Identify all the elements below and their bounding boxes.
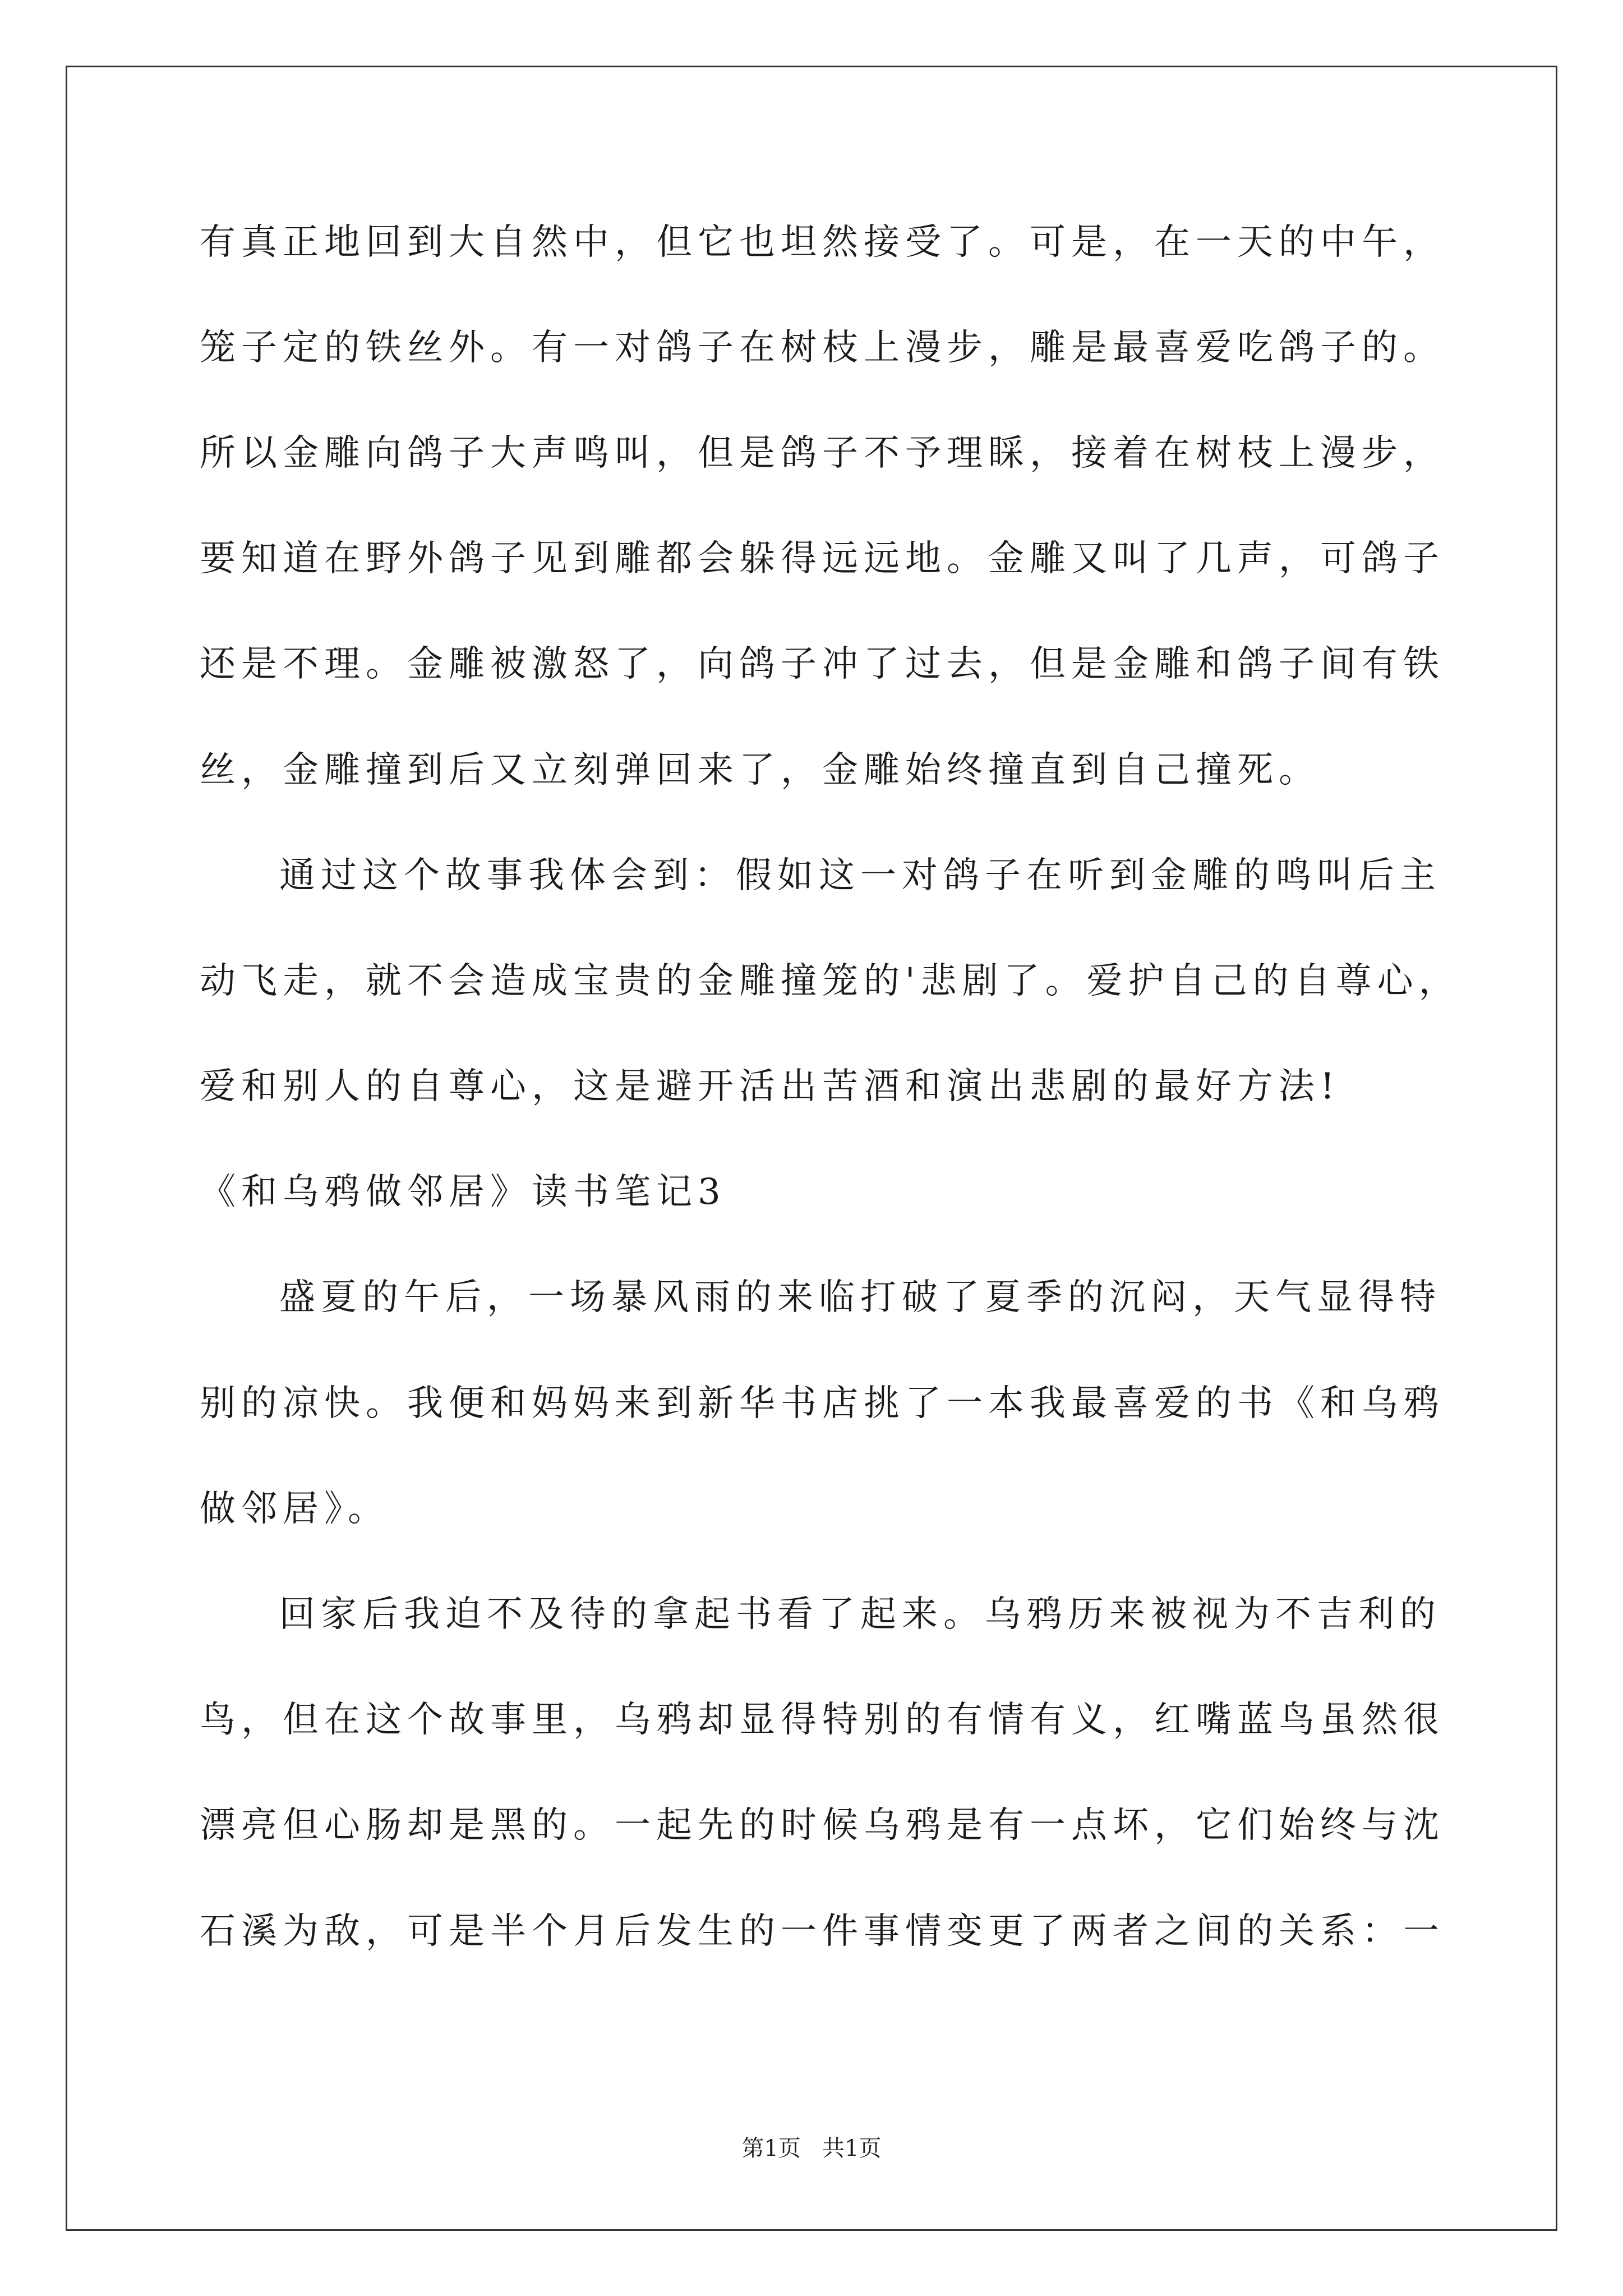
text-line: 漂亮但心肠却是黑的。一起先的时候乌鸦是有一点坏，它们始终与沈 [200,1805,1445,1846]
text-line: 别的凉快。我便和妈妈来到新华书店挑了一本我最喜爱的书《和乌鸦 [200,1383,1445,1424]
text-line: 丝，金雕撞到后又立刻弹回来了，金雕始终撞直到自己撞死。 [200,749,1320,791]
text-line: 动飞走，就不会造成宝贵的金雕撞笼的'悲剧了。爱护自己的自尊心， [200,960,1460,1002]
page-footer: 第1页 共1页 [741,2136,882,2161]
paragraph-start: 盛夏的午后，一场暴风雨的来临打破了夏季的沉闷，天气显得特 [279,1277,1441,1318]
text-line: 做邻居》。 [200,1488,389,1530]
paragraph-start: 回家后我迫不及待的拿起书看了起来。乌鸦历来被视为不吉利的 [279,1594,1441,1635]
text-line: 所以金雕向鸽子大声鸣叫，但是鸽子不予理睬，接着在树枝上漫步， [200,432,1445,474]
text-line: 有真正地回到大自然中，但它也坦然接受了。可是，在一天的中午， [200,222,1445,263]
text-line: 石溪为敌，可是半个月后发生的一件事情变更了两者之间的关系：一 [200,1911,1445,1952]
section-heading: 《和乌鸦做邻居》读书笔记3 [200,1171,726,1213]
text-line: 要知道在野外鸽子见到雕都会躲得远远地。金雕又叫了几声，可鸽子 [200,538,1445,579]
text-line: 笼子定的铁丝外。有一对鸽子在树枝上漫步，雕是最喜爱吃鸽子的。 [200,327,1445,369]
text-line: 鸟，但在这个故事里，乌鸦却显得特别的有情有义，红嘴蓝鸟虽然很 [200,1699,1445,1741]
text-line: 爱和别人的自尊心，这是避开活出苦酒和演出悲剧的最好方法! [200,1066,1340,1107]
page-border [66,66,1557,2231]
paragraph-start: 通过这个故事我体会到：假如这一对鸽子在听到金雕的鸣叫后主 [279,855,1441,896]
text-line: 还是不理。金雕被激怒了，向鸽子冲了过去，但是金雕和鸽子间有铁 [200,643,1445,685]
